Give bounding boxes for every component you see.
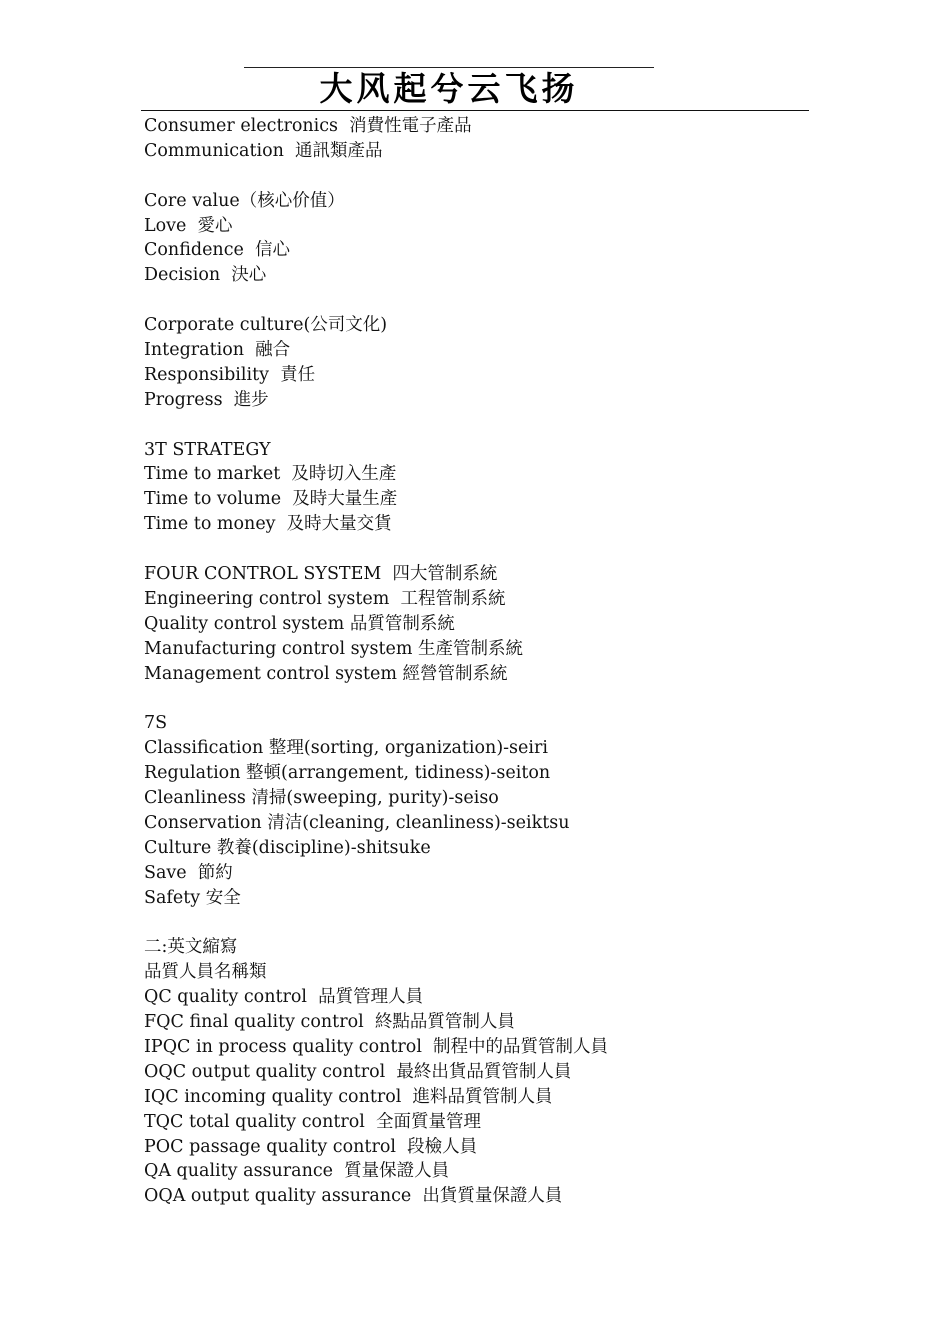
text-line: OQA output quality assurance 出貨質量保證人員 — [144, 1186, 563, 1207]
text-line: Consumer electronics 消費性電子產品 — [144, 116, 472, 136]
header-top-rule — [244, 67, 654, 68]
blank-line — [144, 164, 844, 189]
text-line: IQC incoming quality control 進料品質管制人員 — [144, 1086, 553, 1107]
text-line: Progress 進步 — [144, 389, 269, 410]
section-heading: Core value（核心价值） — [144, 190, 345, 211]
blank-line — [144, 911, 844, 936]
text-line: Love 愛心 — [144, 215, 233, 236]
text-line: Culture 教養(discipline)-shitsuke — [144, 837, 431, 858]
text-line: OQC output quality control 最終出貨品質管制人員 — [144, 1061, 572, 1082]
section-heading: 二:英文縮寫 — [144, 937, 238, 958]
text-line: QC quality control 品質管理人員 — [144, 987, 424, 1008]
section-heading: Corporate culture(公司文化) — [144, 315, 388, 336]
text-line: Manufacturing control system 生產管制系統 — [144, 638, 524, 659]
text-line: Classification 整理(sorting, organization)-seiri — [144, 738, 548, 759]
text-line: FQC final quality control 終點品質管制人員 — [144, 1012, 515, 1033]
text-line: Conservation 清洁(cleaning, cleanliness)-seiktsu — [144, 812, 570, 833]
blank-line — [144, 288, 844, 313]
text-line: POC passage quality control 段檢人員 — [144, 1136, 478, 1157]
header-bottom-rule — [141, 110, 809, 111]
text-line: IPQC in process quality control 制程中的品質管制人員 — [144, 1036, 609, 1057]
text-line: Regulation 整頓(arrangement, tidiness)-seiton — [144, 763, 551, 784]
text-line: Safety 安全 — [144, 887, 241, 908]
text-line: Quality control system 品質管制系統 — [144, 613, 455, 634]
text-line: Management control system 經營管制系統 — [144, 663, 508, 684]
text-line: Responsibility 責任 — [144, 364, 316, 385]
text-line: Confidence 信心 — [144, 240, 290, 261]
text-line: TQC total quality control 全面質量管理 — [144, 1111, 482, 1132]
text-line: Decision 決心 — [144, 265, 267, 286]
subsection-heading: 品質人員名稱類 — [144, 962, 267, 983]
text-line: Save 節約 — [144, 862, 233, 883]
blank-line — [144, 686, 844, 711]
document-body — [144, 114, 844, 1209]
header-title: 大风起兮云飞扬 — [319, 69, 579, 108]
section-heading: 3T STRATEGY — [144, 439, 271, 460]
section-heading: 7S — [144, 713, 168, 734]
blank-line — [144, 413, 844, 438]
section-heading: FOUR CONTROL SYSTEM 四大管制系統 — [144, 564, 498, 585]
blank-line — [144, 537, 844, 562]
text-line: Engineering control system 工程管制系統 — [144, 588, 506, 609]
text-line: QA quality assurance 質量保證人員 — [144, 1161, 450, 1182]
text-line: Communication 通訊類產品 — [144, 140, 383, 161]
text-line: Time to money 及時大量交貨 — [144, 514, 392, 535]
text-line: Integration 融合 — [144, 340, 291, 361]
text-line: Cleanliness 清掃(sweeping, purity)-seiso — [144, 788, 499, 809]
text-line: Time to market 及時切入生產 — [144, 464, 397, 485]
text-line: Time to volume 及時大量生產 — [144, 489, 398, 510]
